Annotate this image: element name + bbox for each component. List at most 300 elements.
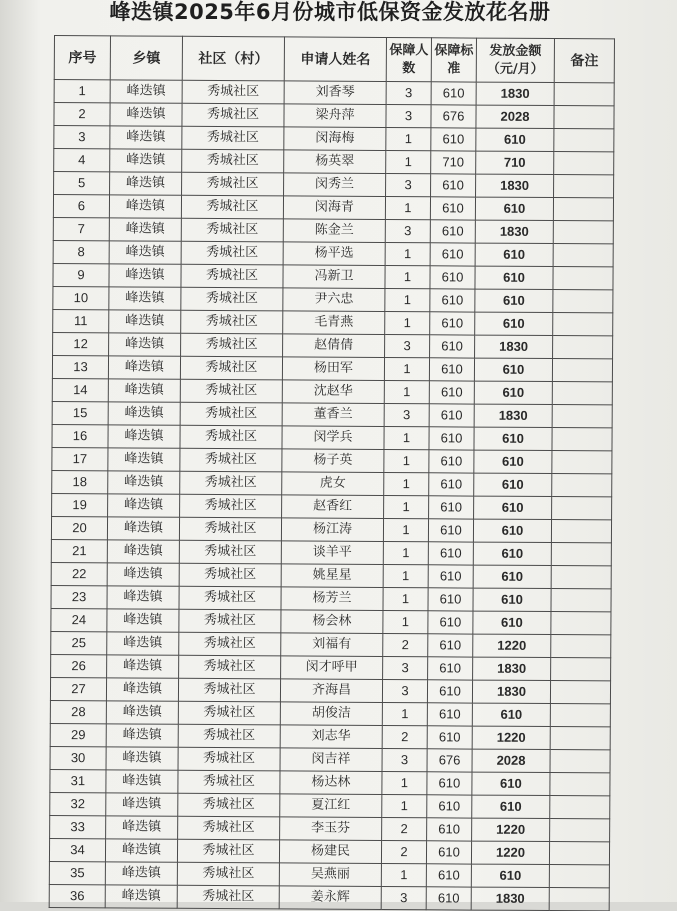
cell-people-count: 2 [382, 726, 427, 749]
cell-town: 峰迭镇 [107, 586, 179, 609]
cell-remarks [551, 658, 611, 681]
cell-index: 35 [49, 861, 105, 884]
cell-remarks [549, 888, 609, 911]
cell-remarks [550, 750, 610, 773]
cell-town: 峰迭镇 [107, 563, 179, 586]
cell-standard: 610 [430, 243, 475, 266]
cell-amount: 2028 [472, 749, 550, 772]
cell-community: 秀城社区 [179, 586, 281, 610]
cell-index: 30 [50, 746, 106, 769]
cell-community: 秀城社区 [177, 862, 279, 886]
cell-index: 1 [54, 80, 110, 103]
cell-index: 5 [54, 172, 110, 195]
cell-remarks [550, 773, 610, 796]
cell-people-count: 1 [383, 519, 428, 542]
cell-standard: 610 [427, 726, 472, 749]
cell-town: 峰迭镇 [105, 885, 177, 908]
cell-community: 秀城社区 [179, 609, 281, 633]
cell-index: 6 [53, 195, 109, 218]
cell-standard: 610 [427, 795, 472, 818]
cell-amount: 1220 [471, 841, 549, 864]
cell-amount: 610 [471, 864, 549, 887]
header-remarks: 备注 [554, 39, 614, 83]
cell-standard: 610 [427, 703, 472, 726]
cell-remarks [553, 244, 613, 267]
cell-remarks [554, 175, 614, 198]
cell-standard: 610 [429, 358, 474, 381]
cell-town: 峰迭镇 [107, 540, 179, 563]
cell-community: 秀城社区 [181, 241, 283, 265]
table-row [54, 80, 614, 106]
header-applicant: 申请人姓名 [284, 37, 386, 82]
cell-remarks [551, 543, 611, 566]
cell-standard: 610 [427, 680, 472, 703]
cell-people-count: 3 [381, 887, 426, 910]
cell-town: 峰迭镇 [110, 172, 182, 195]
cell-applicant-name: 杨达林 [280, 771, 382, 795]
cell-people-count: 3 [386, 82, 431, 105]
cell-amount: 610 [474, 427, 552, 450]
cell-index: 13 [52, 355, 108, 378]
table-row [49, 838, 609, 864]
cell-community: 秀城社区 [178, 816, 280, 840]
cell-index: 21 [51, 539, 107, 562]
table-row [50, 723, 610, 749]
cell-applicant-name: 李玉芬 [280, 817, 382, 841]
cell-amount: 610 [475, 266, 553, 289]
cell-amount: 610 [475, 243, 553, 266]
cell-applicant-name: 杨田军 [282, 357, 384, 381]
table-row [52, 493, 612, 519]
cell-remarks [553, 267, 613, 290]
cell-people-count: 3 [383, 657, 428, 680]
cell-town: 峰迭镇 [107, 517, 179, 540]
cell-standard: 610 [428, 519, 473, 542]
cell-standard: 610 [431, 128, 476, 151]
cell-remarks [554, 83, 614, 106]
cell-index: 10 [53, 286, 109, 309]
cell-community: 秀城社区 [181, 333, 283, 357]
cell-amount: 1830 [475, 220, 553, 243]
cell-applicant-name: 胡俊洁 [280, 702, 382, 726]
cell-community: 秀城社区 [178, 678, 280, 702]
header-standard: 保障标准 [431, 38, 476, 82]
table-row [52, 355, 612, 381]
cell-community: 秀城社区 [179, 540, 281, 564]
document-title: 峰迭镇2025年6月份城市低保资金发放花名册 [109, 0, 551, 24]
cell-people-count: 1 [384, 450, 429, 473]
cell-index: 24 [51, 608, 107, 631]
cell-index: 28 [50, 700, 106, 723]
cell-town: 峰迭镇 [106, 793, 178, 816]
cell-amount: 1220 [472, 726, 550, 749]
cell-standard: 610 [430, 266, 475, 289]
cell-amount: 610 [473, 611, 551, 634]
cell-people-count: 1 [386, 151, 431, 174]
cell-amount: 610 [473, 519, 551, 542]
cell-remarks [550, 727, 610, 750]
cell-index: 12 [53, 332, 109, 355]
cell-remarks [551, 520, 611, 543]
cell-people-count: 1 [385, 243, 430, 266]
cell-town: 峰迭镇 [107, 609, 179, 632]
cell-standard: 610 [430, 312, 475, 335]
cell-index: 20 [51, 516, 107, 539]
cell-applicant-name: 刘志华 [280, 725, 382, 749]
cell-people-count: 3 [382, 680, 427, 703]
cell-index: 23 [51, 585, 107, 608]
cell-people-count: 3 [385, 335, 430, 358]
cell-town: 峰迭镇 [108, 471, 180, 494]
cell-amount: 610 [474, 496, 552, 519]
cell-applicant-name: 尹六忠 [283, 288, 385, 312]
table-row [54, 149, 614, 175]
cell-people-count: 1 [385, 312, 430, 335]
cell-index: 33 [50, 815, 106, 838]
table-body [49, 80, 614, 911]
cell-standard: 610 [426, 841, 471, 864]
table-row [49, 861, 609, 887]
cell-remarks [553, 198, 613, 221]
cell-town: 峰迭镇 [107, 655, 179, 678]
header-people: 保障人数 [386, 38, 431, 82]
table-row [53, 309, 613, 335]
cell-town: 峰迭镇 [109, 287, 181, 310]
cell-remarks [549, 842, 609, 865]
cell-town: 峰迭镇 [106, 747, 178, 770]
cell-applicant-name: 杨建民 [279, 840, 381, 864]
cell-remarks [553, 290, 613, 313]
cell-town: 峰迭镇 [110, 103, 182, 126]
cell-town: 峰迭镇 [105, 839, 177, 862]
cell-applicant-name: 沈赵华 [282, 380, 384, 404]
cell-people-count: 1 [381, 864, 426, 887]
cell-remarks [554, 152, 614, 175]
cell-town: 峰迭镇 [108, 448, 180, 471]
cell-community: 秀城社区 [180, 471, 282, 495]
cell-standard: 610 [428, 565, 473, 588]
cell-people-count: 1 [385, 197, 430, 220]
cell-applicant-name: 夏江红 [280, 794, 382, 818]
cell-amount: 610 [474, 358, 552, 381]
table-row [53, 240, 613, 266]
header-town: 乡镇 [110, 36, 182, 80]
cell-people-count: 3 [386, 174, 431, 197]
cell-town: 峰迭镇 [108, 494, 180, 517]
cell-standard: 610 [426, 887, 471, 910]
cell-standard: 710 [431, 151, 476, 174]
cell-standard: 610 [429, 381, 474, 404]
cell-amount: 1830 [475, 335, 553, 358]
cell-applicant-name: 赵香红 [282, 495, 384, 519]
table-row [53, 286, 613, 312]
table-row [54, 126, 614, 152]
cell-index: 19 [52, 493, 108, 516]
cell-remarks [552, 474, 612, 497]
cell-applicant-name: 毛青燕 [283, 311, 385, 335]
cell-index: 18 [52, 470, 108, 493]
header-community: 社区（村） [182, 36, 284, 81]
cell-remarks [550, 681, 610, 704]
table-row [53, 263, 613, 289]
cell-community: 秀城社区 [182, 149, 284, 173]
cell-people-count: 2 [382, 818, 427, 841]
cell-index: 29 [50, 723, 106, 746]
cell-remarks [549, 865, 609, 888]
cell-community: 秀城社区 [177, 885, 279, 909]
cell-applicant-name: 闵才呼甲 [281, 656, 383, 680]
cell-remarks [552, 428, 612, 451]
table-row [52, 447, 612, 473]
cell-standard: 676 [431, 105, 476, 128]
cell-town: 峰迭镇 [109, 264, 181, 287]
cell-standard: 610 [428, 542, 473, 565]
cell-amount: 1830 [473, 657, 551, 680]
header-row [54, 36, 614, 83]
cell-community: 秀城社区 [178, 724, 280, 748]
cell-community: 秀城社区 [180, 448, 282, 472]
cell-standard: 676 [427, 749, 472, 772]
table-row [53, 217, 613, 243]
cell-community: 秀城社区 [182, 126, 284, 150]
cell-community: 秀城社区 [178, 747, 280, 771]
cell-people-count: 1 [383, 565, 428, 588]
cell-people-count: 1 [382, 795, 427, 818]
cell-standard: 610 [427, 818, 472, 841]
cell-applicant-name: 虎女 [282, 472, 384, 496]
cell-community: 秀城社区 [181, 195, 283, 219]
header-index: 序号 [54, 36, 110, 80]
cell-applicant-name: 闵海梅 [284, 127, 386, 151]
table-row [51, 585, 611, 611]
cell-remarks [552, 451, 612, 474]
cell-remarks [554, 129, 614, 152]
cell-people-count: 3 [386, 105, 431, 128]
cell-town: 峰迭镇 [110, 80, 182, 103]
table-row [50, 700, 610, 726]
cell-index: 4 [54, 149, 110, 172]
cell-applicant-name: 闵吉祥 [280, 748, 382, 772]
cell-index: 9 [53, 263, 109, 286]
cell-remarks [554, 106, 614, 129]
cell-people-count: 3 [382, 749, 427, 772]
cell-amount: 610 [472, 703, 550, 726]
cell-applicant-name: 陈金兰 [283, 219, 385, 243]
cell-remarks [552, 359, 612, 382]
cell-standard: 610 [429, 404, 474, 427]
cell-town: 峰迭镇 [106, 816, 178, 839]
cell-community: 秀城社区 [181, 310, 283, 334]
table-row [49, 884, 609, 910]
cell-remarks [552, 405, 612, 428]
table-row [51, 516, 611, 542]
cell-standard: 610 [429, 496, 474, 519]
cell-town: 峰迭镇 [106, 701, 178, 724]
cell-people-count: 1 [383, 542, 428, 565]
cell-standard: 610 [428, 657, 473, 680]
table-row [54, 103, 614, 129]
cell-people-count: 1 [384, 496, 429, 519]
cell-town: 峰迭镇 [106, 678, 178, 701]
cell-town: 峰迭镇 [109, 195, 181, 218]
cell-applicant-name: 闵秀兰 [284, 173, 386, 197]
cell-applicant-name: 杨芳兰 [281, 587, 383, 611]
cell-remarks [552, 497, 612, 520]
cell-remarks [551, 635, 611, 658]
cell-standard: 610 [430, 335, 475, 358]
table-row [53, 195, 613, 221]
cell-standard: 610 [430, 197, 475, 220]
cell-index: 34 [49, 838, 105, 861]
cell-index: 32 [50, 792, 106, 815]
cell-people-count: 1 [384, 358, 429, 381]
cell-index: 3 [54, 126, 110, 149]
cell-standard: 610 [426, 864, 471, 887]
cell-applicant-name: 杨平选 [283, 242, 385, 266]
cell-people-count: 1 [385, 266, 430, 289]
cell-town: 峰迭镇 [109, 218, 181, 241]
table-row [50, 792, 610, 818]
cell-town: 峰迭镇 [107, 632, 179, 655]
cell-people-count: 2 [381, 841, 426, 864]
cell-amount: 1830 [471, 887, 549, 910]
cell-people-count: 2 [383, 634, 428, 657]
cell-amount: 610 [473, 588, 551, 611]
cell-index: 15 [52, 401, 108, 424]
cell-applicant-name: 闵海青 [283, 196, 385, 220]
cell-index: 22 [51, 562, 107, 585]
cell-standard: 610 [430, 289, 475, 312]
cell-standard: 610 [430, 220, 475, 243]
cell-remarks [550, 796, 610, 819]
cell-amount: 610 [472, 772, 550, 795]
cell-town: 峰迭镇 [109, 310, 181, 333]
cell-remarks [553, 336, 613, 359]
table-row [53, 332, 613, 358]
cell-index: 17 [52, 447, 108, 470]
cell-people-count: 1 [384, 427, 429, 450]
cell-people-count: 1 [382, 772, 427, 795]
cell-community: 秀城社区 [178, 770, 280, 794]
cell-index: 11 [53, 309, 109, 332]
cell-applicant-name: 杨会林 [281, 610, 383, 634]
cell-index: 16 [52, 424, 108, 447]
cell-amount: 1220 [473, 634, 551, 657]
cell-remarks [552, 382, 612, 405]
cell-remarks [550, 704, 610, 727]
cell-town: 峰迭镇 [108, 379, 180, 402]
cell-community: 秀城社区 [178, 793, 280, 817]
table-row [50, 769, 610, 795]
cell-remarks [551, 566, 611, 589]
cell-community: 秀城社区 [180, 425, 282, 449]
cell-amount: 1830 [472, 680, 550, 703]
cell-town: 峰迭镇 [110, 149, 182, 172]
cell-town: 峰迭镇 [106, 724, 178, 747]
table-row [52, 470, 612, 496]
cell-amount: 1830 [476, 174, 554, 197]
table-row [50, 815, 610, 841]
cell-index: 25 [51, 631, 107, 654]
table-row [50, 677, 610, 703]
cell-index: 14 [52, 378, 108, 401]
cell-people-count: 1 [385, 289, 430, 312]
cell-town: 峰迭镇 [108, 356, 180, 379]
cell-applicant-name: 刘福有 [281, 633, 383, 657]
cell-standard: 610 [428, 611, 473, 634]
cell-community: 秀城社区 [181, 218, 283, 242]
cell-people-count: 1 [383, 588, 428, 611]
cell-community: 秀城社区 [182, 172, 284, 196]
cell-applicant-name: 杨英翠 [284, 150, 386, 174]
cell-applicant-name: 谈羊平 [281, 541, 383, 565]
cell-community: 秀城社区 [177, 839, 279, 863]
cell-town: 峰迭镇 [109, 241, 181, 264]
cell-applicant-name: 刘香琴 [284, 81, 386, 105]
cell-people-count: 1 [384, 381, 429, 404]
cell-amount: 610 [473, 565, 551, 588]
table-row [52, 401, 612, 427]
cell-community: 秀城社区 [179, 632, 281, 656]
cell-amount: 610 [474, 450, 552, 473]
cell-standard: 610 [428, 588, 473, 611]
cell-community: 秀城社区 [180, 402, 282, 426]
table-row [51, 631, 611, 657]
cell-community: 秀城社区 [178, 701, 280, 725]
cell-standard: 610 [429, 427, 474, 450]
cell-community: 秀城社区 [179, 655, 281, 679]
cell-community: 秀城社区 [179, 517, 281, 541]
cell-standard: 610 [429, 450, 474, 473]
cell-applicant-name: 董香兰 [282, 403, 384, 427]
cell-amount: 2028 [476, 105, 554, 128]
cell-amount: 1830 [474, 404, 552, 427]
cell-remarks [551, 612, 611, 635]
cell-remarks [553, 313, 613, 336]
cell-amount: 610 [472, 795, 550, 818]
cell-town: 峰迭镇 [109, 333, 181, 356]
cell-people-count: 1 [386, 128, 431, 151]
table-row [51, 562, 611, 588]
cell-standard: 610 [428, 634, 473, 657]
cell-index: 8 [53, 240, 109, 263]
table-row [51, 654, 611, 680]
table-row [54, 172, 614, 198]
header-amount: 发放金额（元/月） [476, 38, 554, 82]
cell-community: 秀城社区 [182, 80, 284, 104]
cell-index: 2 [54, 103, 110, 126]
cell-applicant-name: 齐海昌 [280, 679, 382, 703]
cell-town: 峰迭镇 [105, 862, 177, 885]
cell-index: 27 [50, 677, 106, 700]
cell-amount: 610 [474, 381, 552, 404]
cell-applicant-name: 闵学兵 [282, 426, 384, 450]
cell-remarks [550, 819, 610, 842]
cell-town: 峰迭镇 [108, 425, 180, 448]
cell-people-count: 1 [383, 611, 428, 634]
cell-standard: 610 [431, 82, 476, 105]
cell-amount: 610 [475, 312, 553, 335]
cell-amount: 1830 [476, 82, 554, 105]
cell-applicant-name: 姜永辉 [279, 886, 381, 910]
cell-amount: 610 [474, 473, 552, 496]
table-row [51, 539, 611, 565]
cell-people-count: 3 [385, 220, 430, 243]
table-row [51, 608, 611, 634]
cell-remarks [551, 589, 611, 612]
cell-index: 31 [50, 769, 106, 792]
cell-standard: 610 [429, 473, 474, 496]
